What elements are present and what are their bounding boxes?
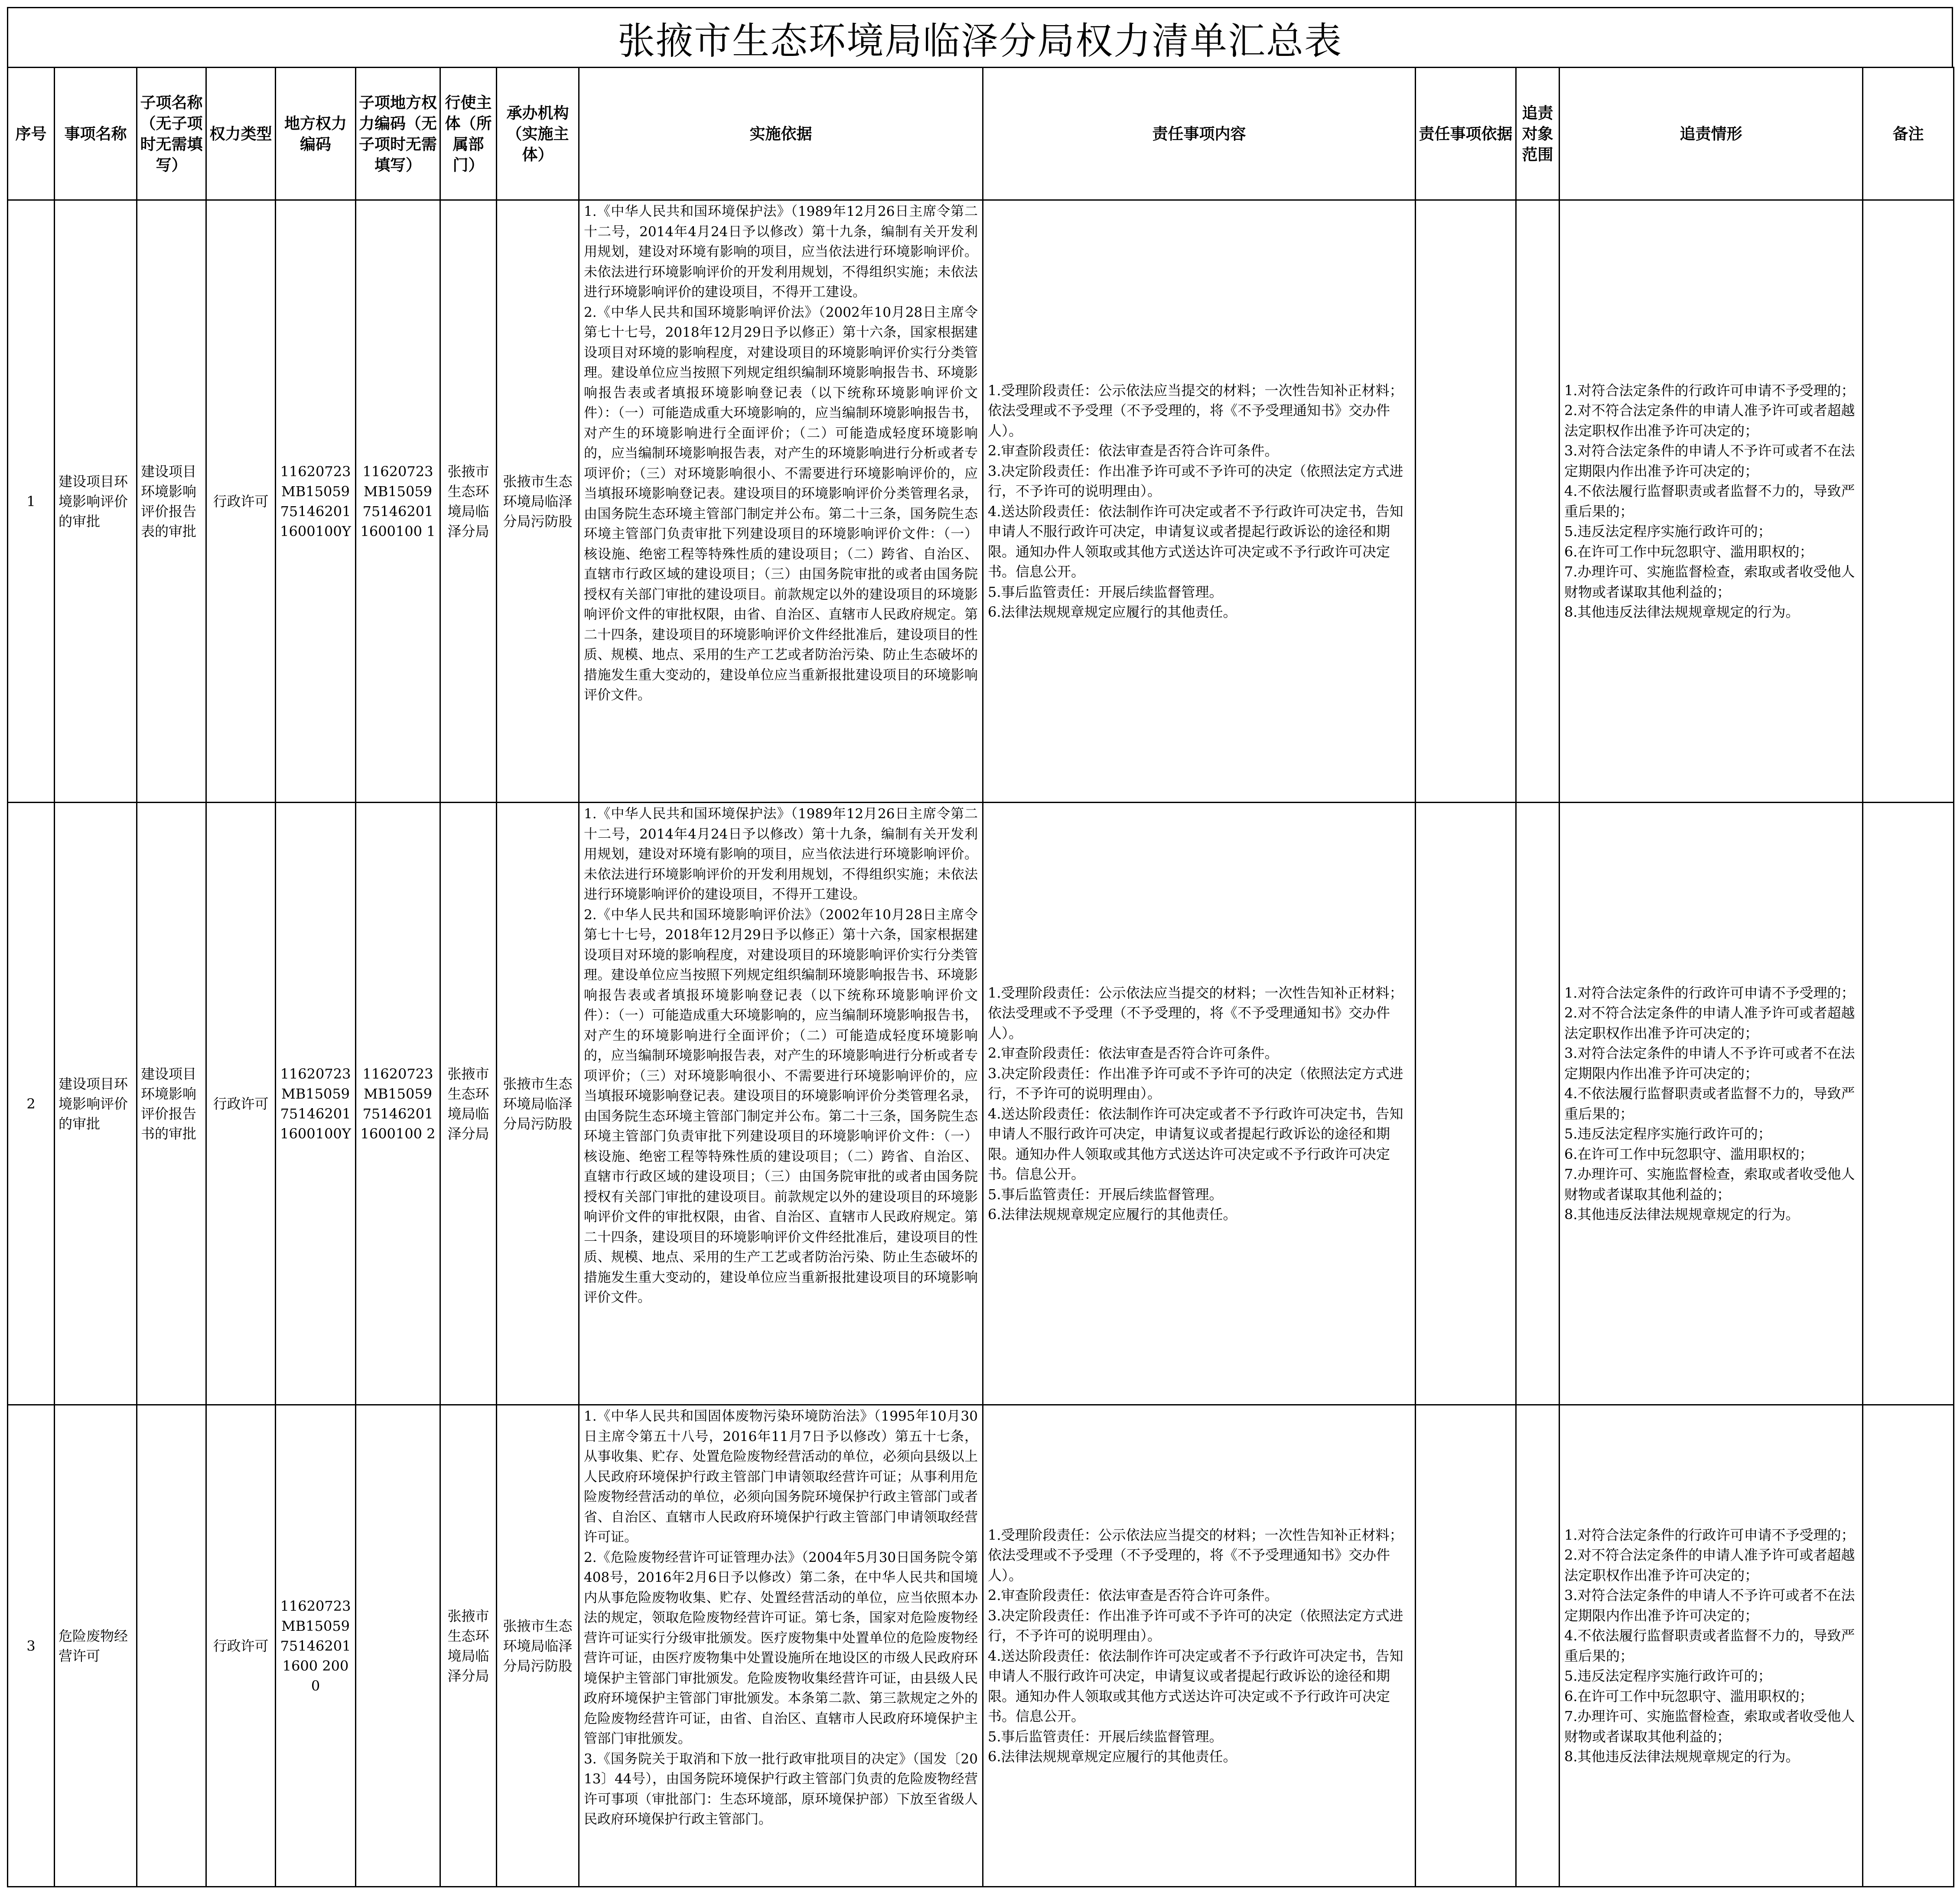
cell-resp-basis: [1416, 803, 1516, 1405]
header-name: 事项名称: [55, 68, 137, 200]
cell-accountability: 1.对符合法定条件的行政许可申请不予受理的； 2.对不符合法定条件的申请人准予许可或者超越法定职权作出准予许可决定的； 3.对符合法定条件的申请人不予许可或者不在法定期限内作出准予许可决定的； 4.不依法履行监督职责或者监督不力的，导致严重后果的； 5.违反法定程序实施行政许可的； 6.在许可工作中玩忽职守、滥用职权的； 7.办理许可、实施监督检查，索取或者收受他人财物或者谋取其他利益的； 8.其他违反法律法规规章规定的行为。: [1560, 803, 1863, 1405]
cell-local-code: 11620723MB15059751462011600100Y: [276, 200, 356, 803]
cell-sub-name: 建设项目环境影响评价报告书的审批: [137, 803, 206, 1405]
cell-remark: [1863, 200, 1954, 803]
cell-name: 建设项目环境影响评价的审批: [55, 200, 137, 803]
cell-scope: [1516, 200, 1560, 803]
cell-sub-name: 建设项目环境影响评价报告表的审批: [137, 200, 206, 803]
table-row: [8, 1405, 1954, 1887]
cell-remark: [1863, 1405, 1954, 1887]
cell-basis: 1.《中华人民共和国环境保护法》（1989年12月26日主席令第二十二号，2014年4月24日予以修改）第十九条，编制有关开发利用规划，建设对环境有影响的项目，应当依法进行环境影响评价。未依法进行环境影响评价的开发利用规划，不得组织实施；未依法进行环境影响评价的建设项目，不得开工建设。 2.《中华人民共和国环境影响评价法》（2002年10月28日主席令第七十七号，2018年12月29日予以修正）第十六条，国家根据建设项目对环境的影响程度，对建设项目的环境影响评价实行分类管理。建设单位应当按照下列规定组织编制环境影响报告书、环境影响报告表或者填报环境影响登记表（以下统称环境影响评价文件）：（一）可能造成重大环境影响的，应当编制环境影响报告书，对产生的环境影响进行全面评价；（二）可能造成轻度环境影响的，应当编制环境影响报告表，对产生的环境影响进行分析或者专项评价；（三）对环境影响很小、不需要进行环境影响评价的，应当填报环境影响登记表。建设项目的环境影响评价分类管理名录，由国务院生态环境主管部门制定并公布。第二十三条，国务院生态环境主管部门负责审批下列建设项目的环境影响评价文件：（一）核设施、绝密工程等特殊性质的建设项目；（二）跨省、自治区、直辖市行政区域的建设项目；（三）由国务院审批的或者由国务院授权有关部门审批的建设项目。前款规定以外的建设项目的环境影响评价文件的审批权限，由省、自治区、直辖市人民政府规定。第二十四条，建设项目的环境影响评价文件经批准后，建设项目的性质、规模、地点、采用的生产工艺或者防治污染、防止生态破坏的措施发生重大变动的，建设单位应当重新报批建设项目的环境影响评价文件。: [579, 803, 983, 1405]
cell-scope: [1516, 1405, 1560, 1887]
cell-seq: 1: [8, 200, 55, 803]
header-sub-code: 子项地方权力编码（无子项时无需填写）: [356, 68, 440, 200]
header-subject: 行使主体（所属部门）: [440, 68, 497, 200]
cell-agency: 张掖市生态环境局临泽分局污防股: [497, 1405, 579, 1887]
document-page: [7, 7, 1953, 1886]
cell-seq: 2: [8, 803, 55, 1405]
cell-agency: 张掖市生态环境局临泽分局污防股: [497, 200, 579, 803]
cell-sub-code: [356, 1405, 440, 1887]
cell-resp-basis: [1416, 1405, 1516, 1887]
cell-resp-basis: [1416, 200, 1516, 803]
cell-accountability: 1.对符合法定条件的行政许可申请不予受理的； 2.对不符合法定条件的申请人准予许可或者超越法定职权作出准予许可决定的； 3.对符合法定条件的申请人不予许可或者不在法定期限内作出准予许可决定的； 4.不依法履行监督职责或者监督不力的，导致严重后果的； 5.违反法定程序实施行政许可的； 6.在许可工作中玩忽职守、滥用职权的； 7.办理许可、实施监督检查，索取或者收受他人财物或者谋取其他利益的； 8.其他违反法律法规规章规定的行为。: [1560, 200, 1863, 803]
header-accountability: 追责情形: [1560, 68, 1863, 200]
header-seq: 序号: [8, 68, 55, 200]
header-local-code: 地方权力编码: [276, 68, 356, 200]
cell-basis: 1.《中华人民共和国固体废物污染环境防治法》（1995年10月30日主席令第五十八号，2016年11月7日予以修改）第五十七条，从事收集、贮存、处置危险废物经营活动的单位，必须向县级以上人民政府环境保护行政主管部门申请领取经营许可证；从事利用危险废物经营活动的单位，必须向国务院环境保护行政主管部门或者省、自治区、直辖市人民政府环境保护行政主管部门申请领取经营许可证。 2.《危险废物经营许可证管理办法》（2004年5月30日国务院令第408号，2016年2月6日予以修改）第二条，在中华人民共和国境内从事危险废物收集、贮存、处置经营活动的单位，应当依照本办法的规定，领取危险废物经营许可证。第七条，国家对危险废物经营许可证实行分级审批颁发。医疗废物集中处置单位的危险废物经营许可证，由医疗废物集中处置设施所在地设区的市级人民政府环境保护主管部门审批颁发。危险废物收集经营许可证，由县级人民政府环境保护主管部门审批颁发。本条第二款、第三款规定之外的危险废物经营许可证，由省、自治区、直辖市人民政府环境保护主管部门审批颁发。 3.《国务院关于取消和下放一批行政审批项目的决定》（国发〔2013〕44号），由国务院环境保护行政主管部门负责的危险废物经营许可事项（审批部门：生态环境部，原环境保护部）下放至省级人民政府环境保护行政主管部门。: [579, 1405, 983, 1887]
cell-subject: 张掖市生态环境局临泽分局: [440, 1405, 497, 1887]
cell-sub-code: 11620723MB15059751462011600100 2: [356, 803, 440, 1405]
page-title: 张掖市生态环境局临泽分局权力清单汇总表: [7, 7, 1953, 67]
table-row: [8, 200, 1954, 803]
header-agency: 承办机构（实施主体）: [497, 68, 579, 200]
power-list-table: [7, 67, 1954, 1887]
cell-type: 行政许可: [206, 1405, 276, 1887]
cell-seq: 3: [8, 1405, 55, 1887]
header-resp: 责任事项内容: [983, 68, 1416, 200]
cell-resp: 1.受理阶段责任：公示依法应当提交的材料；一次性告知补正材料；依法受理或不予受理（不予受理的，将《不予受理通知书》交办件人）。 2.审查阶段责任：依法审查是否符合许可条件。 3.决定阶段责任：作出准予许可或不予许可的决定（依照法定方式进行，不予许可的说明理由）。 4.送达阶段责任：依法制作许可决定或者不予行政许可决定书，告知申请人不服行政许可决定，申请复议或者提起行政诉讼的途径和期限。通知办件人领取或其他方式送达许可决定或不予行政许可决定书。信息公开。 5.事后监管责任：开展后续监督管理。 6.法律法规规章规定应履行的其他责任。: [983, 200, 1416, 803]
cell-subject: 张掖市生态环境局临泽分局: [440, 200, 497, 803]
table-row: [8, 803, 1954, 1405]
cell-local-code: 11620723MB15059751462011600 2000: [276, 1405, 356, 1887]
cell-subject: 张掖市生态环境局临泽分局: [440, 803, 497, 1405]
cell-agency: 张掖市生态环境局临泽分局污防股: [497, 803, 579, 1405]
header-basis: 实施依据: [579, 68, 983, 200]
header-resp-basis: 责任事项依据: [1416, 68, 1516, 200]
cell-basis: 1.《中华人民共和国环境保护法》（1989年12月26日主席令第二十二号，2014年4月24日予以修改）第十九条，编制有关开发利用规划，建设对环境有影响的项目，应当依法进行环境影响评价。未依法进行环境影响评价的开发利用规划，不得组织实施；未依法进行环境影响评价的建设项目，不得开工建设。 2.《中华人民共和国环境影响评价法》（2002年10月28日主席令第七十七号，2018年12月29日予以修正）第十六条，国家根据建设项目对环境的影响程度，对建设项目的环境影响评价实行分类管理。建设单位应当按照下列规定组织编制环境影响报告书、环境影响报告表或者填报环境影响登记表（以下统称环境影响评价文件）：（一）可能造成重大环境影响的，应当编制环境影响报告书，对产生的环境影响进行全面评价；（二）可能造成轻度环境影响的，应当编制环境影响报告表，对产生的环境影响进行分析或者专项评价；（三）对环境影响很小、不需要进行环境影响评价的，应当填报环境影响登记表。建设项目的环境影响评价分类管理名录，由国务院生态环境主管部门制定并公布。第二十三条，国务院生态环境主管部门负责审批下列建设项目的环境影响评价文件：（一）核设施、绝密工程等特殊性质的建设项目；（二）跨省、自治区、直辖市行政区域的建设项目；（三）由国务院审批的或者由国务院授权有关部门审批的建设项目。前款规定以外的建设项目的环境影响评价文件的审批权限，由省、自治区、直辖市人民政府规定。第二十四条，建设项目的环境影响评价文件经批准后，建设项目的性质、规模、地点、采用的生产工艺或者防治污染、防止生态破坏的措施发生重大变动的，建设单位应当重新报批建设项目的环境影响评价文件。: [579, 200, 983, 803]
cell-name: 建设项目环境影响评价的审批: [55, 803, 137, 1405]
header-scope: 追责对象范围: [1516, 68, 1560, 200]
header-sub-name: 子项名称（无子项时无需填写）: [137, 68, 206, 200]
cell-type: 行政许可: [206, 200, 276, 803]
cell-resp: 1.受理阶段责任：公示依法应当提交的材料；一次性告知补正材料；依法受理或不予受理（不予受理的，将《不予受理通知书》交办件人）。 2.审查阶段责任：依法审查是否符合许可条件。 3.决定阶段责任：作出准予许可或不予许可的决定（依照法定方式进行，不予许可的说明理由）。 4.送达阶段责任：依法制作许可决定或者不予行政许可决定书，告知申请人不服行政许可决定，申请复议或者提起行政诉讼的途径和期限。通知办件人领取或其他方式送达许可决定或不予行政许可决定书。信息公开。 5.事后监管责任：开展后续监督管理。 6.法律法规规章规定应履行的其他责任。: [983, 803, 1416, 1405]
table-header-row: [8, 68, 1954, 200]
cell-accountability: 1.对符合法定条件的行政许可申请不予受理的； 2.对不符合法定条件的申请人准予许可或者超越法定职权作出准予许可决定的； 3.对符合法定条件的申请人不予许可或者不在法定期限内作出准予许可决定的； 4.不依法履行监督职责或者监督不力的，导致严重后果的； 5.违反法定程序实施行政许可的； 6.在许可工作中玩忽职守、滥用职权的； 7.办理许可、实施监督检查，索取或者收受他人财物或者谋取其他利益的； 8.其他违反法律法规规章规定的行为。: [1560, 1405, 1863, 1887]
header-type: 权力类型: [206, 68, 276, 200]
cell-sub-name: [137, 1405, 206, 1887]
cell-scope: [1516, 803, 1560, 1405]
cell-local-code: 11620723MB15059751462011600100Y: [276, 803, 356, 1405]
cell-resp: 1.受理阶段责任：公示依法应当提交的材料；一次性告知补正材料；依法受理或不予受理（不予受理的，将《不予受理通知书》交办件人）。 2.审查阶段责任：依法审查是否符合许可条件。 3.决定阶段责任：作出准予许可或不予许可的决定（依照法定方式进行，不予许可的说明理由）。 4.送达阶段责任：依法制作许可决定或者不予行政许可决定书，告知申请人不服行政许可决定，申请复议或者提起行政诉讼的途径和期限。通知办件人领取或其他方式送达许可决定或不予行政许可决定书。信息公开。 5.事后监管责任：开展后续监督管理。 6.法律法规规章规定应履行的其他责任。: [983, 1405, 1416, 1887]
cell-sub-code: 11620723MB15059751462011600100 1: [356, 200, 440, 803]
cell-type: 行政许可: [206, 803, 276, 1405]
header-remark: 备注: [1863, 68, 1954, 200]
cell-remark: [1863, 803, 1954, 1405]
cell-name: 危险废物经营许可: [55, 1405, 137, 1887]
